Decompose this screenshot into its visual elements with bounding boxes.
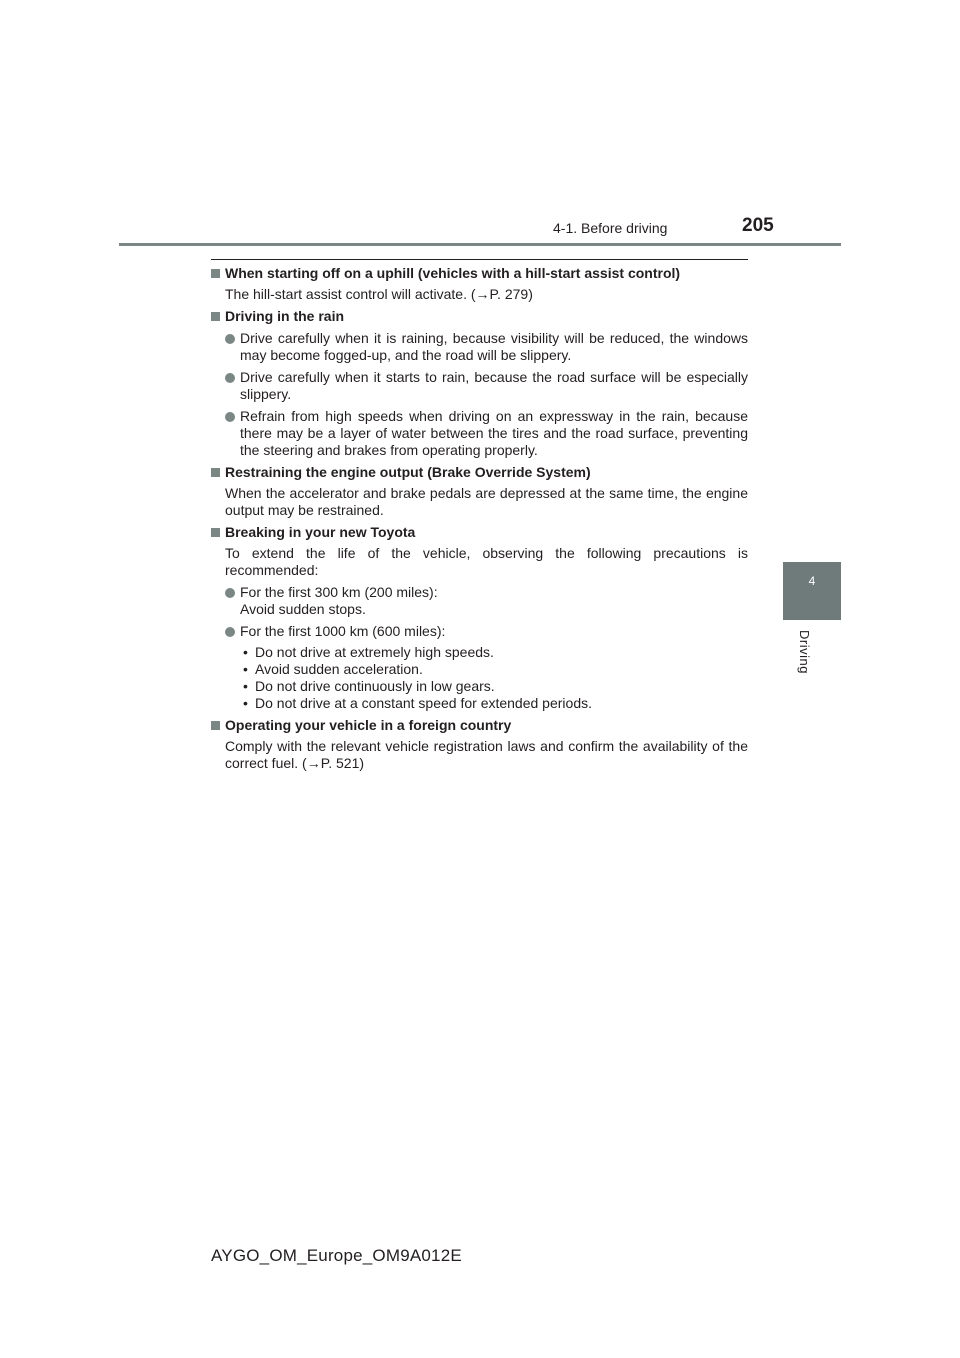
section-label: 4-1. Before driving — [553, 220, 668, 236]
section-title: Driving in the rain — [225, 308, 345, 324]
sub-list-item: • Do not drive at a constant speed for extended periods. — [243, 695, 592, 711]
section-title: Breaking in your new Toyota — [225, 524, 416, 540]
page-number: 205 — [742, 215, 774, 236]
header-divider — [119, 243, 841, 246]
square-bullet-icon — [211, 468, 220, 477]
circle-bullet-icon — [225, 373, 235, 383]
square-bullet-icon — [211, 528, 220, 537]
section-rain — [211, 308, 748, 459]
chapter-tab-number: 4 — [808, 574, 816, 588]
list-item: For the first 300 km (200 miles): Avoid sudden stops. — [211, 584, 748, 618]
section-foreign-country — [211, 717, 748, 772]
document-id: AYGO_OM_Europe_OM9A012E — [211, 1246, 462, 1265]
section-brake-override — [211, 464, 748, 519]
list-item: Drive carefully when it is raining, because visibility will be reduced, the windows may become fogged-up, and the road will be slippery. — [211, 330, 748, 364]
section-title: When starting off on a uphill (vehicles with a hill-start assist control) — [225, 265, 681, 281]
list-item: For the first 1000 km (600 miles): — [211, 623, 748, 640]
sub-list-item: • Do not drive continuously in low gears. — [243, 678, 495, 694]
sub-list — [211, 644, 748, 712]
list-item: Drive carefully when it starts to rain, because the road surface will be especially slippery. — [211, 369, 748, 403]
list-item: Refrain from high speeds when driving on an expressway in the rain, because there may be a layer of water between the tires and the road surface, preventing the steering and brakes from operating properly. — [211, 408, 748, 459]
section-hill-start — [211, 265, 748, 303]
sub-list-item: • Do not drive at extremely high speeds. — [243, 644, 494, 660]
sub-list-item: • Avoid sudden acceleration. — [243, 661, 423, 677]
section-paragraph: To extend the life of the vehicle, observing the following precautions is recommended: — [225, 545, 748, 578]
circle-bullet-icon — [225, 412, 235, 422]
section-paragraph: Comply with the relevant vehicle registration laws and confirm the availability of the correct fuel. (→P. 521) — [225, 738, 748, 771]
section-break-in — [211, 524, 748, 712]
section-title: Restraining the engine output (Brake Override System) — [225, 464, 591, 480]
circle-bullet-icon — [225, 627, 235, 637]
chapter-tab-label: Driving — [797, 630, 812, 674]
content-divider — [211, 259, 748, 260]
section-paragraph: When the accelerator and brake pedals are depressed at the same time, the engine output may be restrained. — [225, 485, 748, 518]
circle-bullet-icon — [225, 588, 235, 598]
square-bullet-icon — [211, 312, 220, 321]
square-bullet-icon — [211, 721, 220, 730]
section-paragraph: The hill-start assist control will activate. (→P. 279) — [225, 286, 533, 302]
square-bullet-icon — [211, 269, 220, 278]
circle-bullet-icon — [225, 334, 235, 344]
section-title: Operating your vehicle in a foreign country — [225, 717, 512, 733]
page-content — [211, 265, 748, 777]
chapter-tab[interactable] — [783, 562, 841, 620]
